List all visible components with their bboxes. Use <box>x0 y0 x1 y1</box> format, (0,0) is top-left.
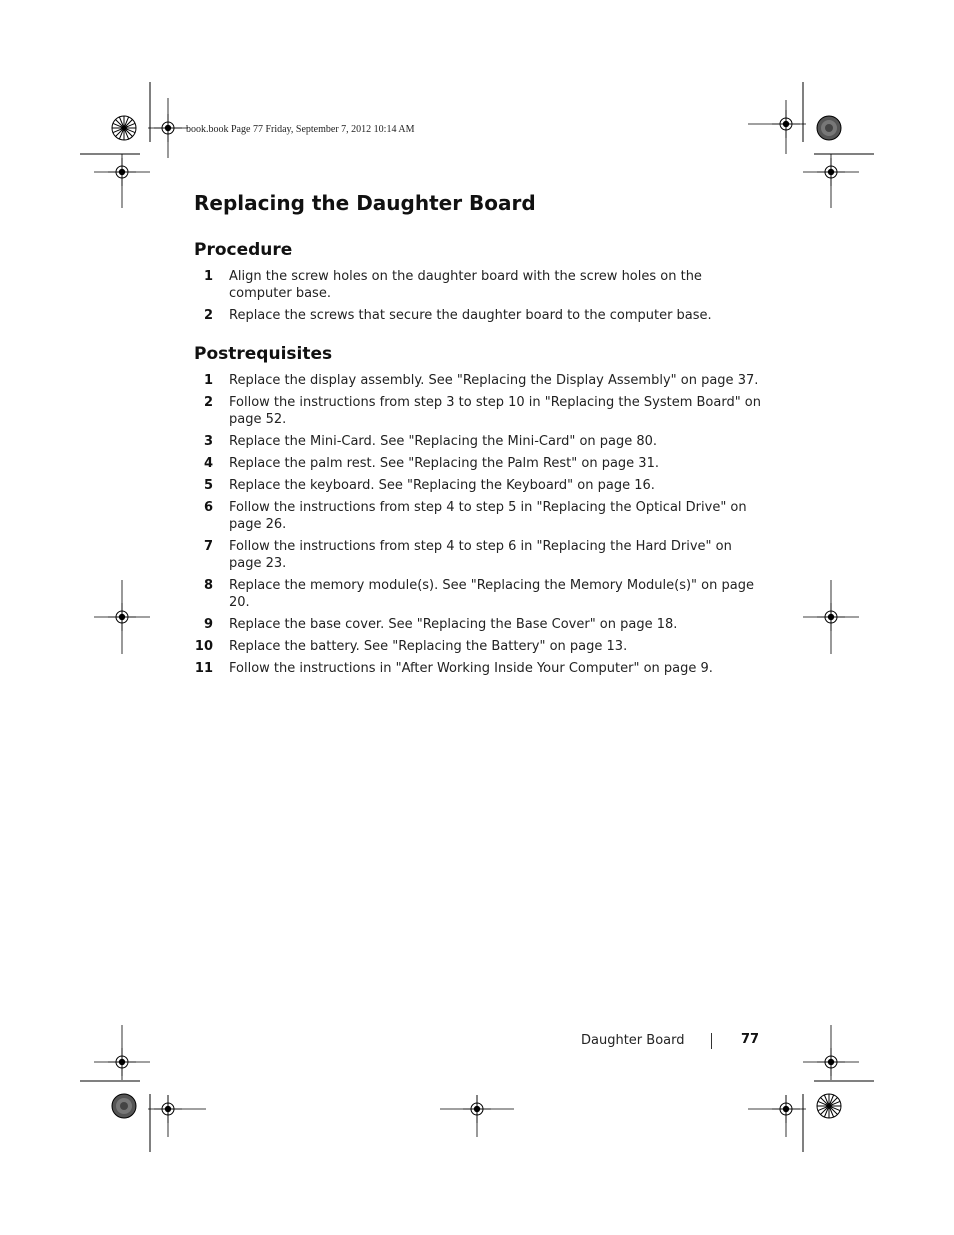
step-item <box>194 455 764 472</box>
step-text: Replace the base cover. See "Replacing the Base Cover" on page 18. <box>229 617 678 632</box>
step-item <box>194 307 764 324</box>
page-number: 77 <box>741 1032 760 1047</box>
step-number: 3 <box>203 434 213 449</box>
step-item <box>194 372 764 389</box>
step-number: 2 <box>203 308 213 323</box>
procedure-heading: Procedure <box>194 240 293 260</box>
step-number: 11 <box>194 661 213 676</box>
print-slug: book.book Page 77 Friday, September 7, 2012 10:14 AM <box>186 124 415 135</box>
step-item <box>194 538 764 572</box>
step-number: 1 <box>203 373 213 388</box>
footer-section-label: Daughter Board <box>581 1033 685 1048</box>
step-number: 6 <box>203 500 213 515</box>
step-text: Replace the keyboard. See "Replacing the Keyboard" on page 16. <box>229 478 655 493</box>
procedure-list <box>194 268 764 329</box>
step-text: Replace the palm rest. See "Replacing the Palm Rest" on page 31. <box>229 456 659 471</box>
step-item <box>194 268 764 302</box>
step-number: 10 <box>194 639 213 654</box>
footer-divider <box>711 1033 712 1049</box>
postrequisites-heading: Postrequisites <box>194 344 333 364</box>
step-number: 8 <box>203 578 213 593</box>
step-number: 2 <box>203 395 213 410</box>
step-item <box>194 616 764 633</box>
step-item <box>194 638 764 655</box>
step-text: Follow the instructions in "After Working Inside Your Computer" on page 9. <box>229 661 713 676</box>
step-number: 7 <box>203 539 213 554</box>
step-text: Follow the instructions from step 4 to step 6 in "Replacing the Hard Drive" on page 23. <box>229 539 732 571</box>
postrequisites-list <box>194 372 764 682</box>
step-item <box>194 394 764 428</box>
step-item <box>194 499 764 533</box>
page-title: Replacing the Daughter Board <box>194 191 536 215</box>
step-number: 5 <box>203 478 213 493</box>
step-text: Replace the screws that secure the daughter board to the computer base. <box>229 308 712 323</box>
step-item <box>194 660 764 677</box>
step-text: Replace the memory module(s). See "Replacing the Memory Module(s)" on page 20. <box>229 578 754 610</box>
step-item <box>194 577 764 611</box>
step-item <box>194 477 764 494</box>
step-text: Replace the battery. See "Replacing the Battery" on page 13. <box>229 639 628 654</box>
step-text: Replace the display assembly. See "Replacing the Display Assembly" on page 37. <box>229 373 759 388</box>
step-number: 9 <box>203 617 213 632</box>
step-text: Follow the instructions from step 3 to step 10 in "Replacing the System Board" on page 52. <box>229 395 761 427</box>
step-text: Align the screw holes on the daughter board with the screw holes on the computer base. <box>229 269 702 301</box>
step-number: 1 <box>203 269 213 284</box>
step-text: Replace the Mini-Card. See "Replacing the Mini-Card" on page 80. <box>229 434 658 449</box>
step-number: 4 <box>203 456 213 471</box>
step-item <box>194 433 764 450</box>
step-text: Follow the instructions from step 4 to step 5 in "Replacing the Optical Drive" on page 26. <box>229 500 747 532</box>
